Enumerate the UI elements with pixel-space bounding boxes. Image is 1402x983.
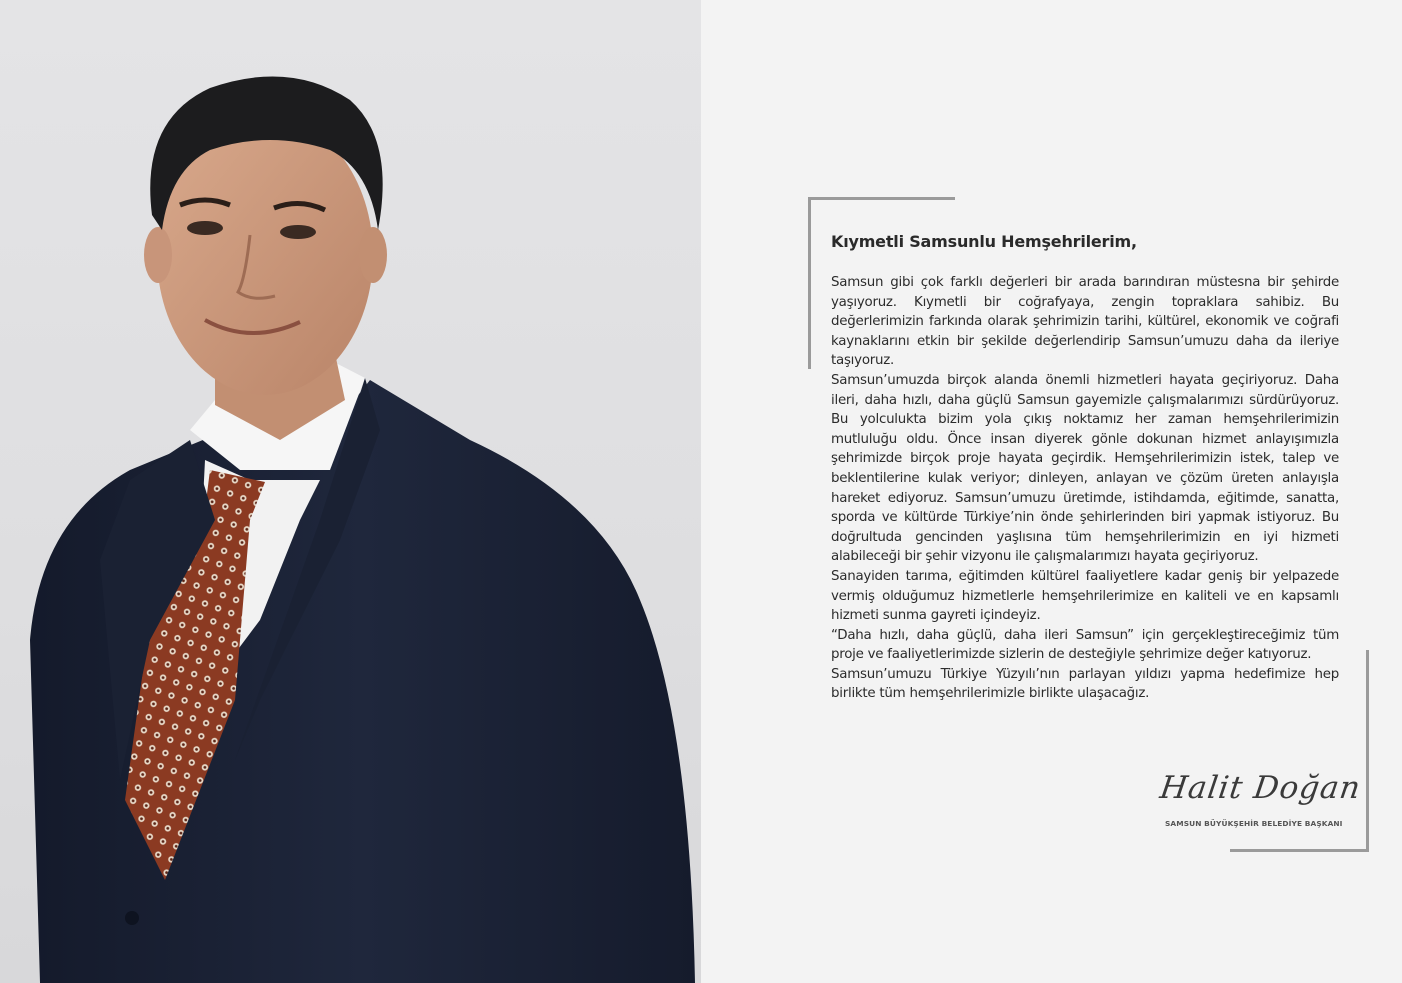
letter-paragraph: Sanayiden tarıma, eğitimden kültürel faaliyetlere kadar geniş bir yelpazede vermiş olduğumuz hizmetlerle hemşehrilerimize en kaliteli ve en kapsamlı hizmeti sunma gayreti içindeyiz. bbox=[831, 568, 1339, 624]
letter-body bbox=[831, 232, 1339, 704]
frame-corner-bottom bbox=[1230, 849, 1369, 852]
letter-paragraph: Samsun’umuzda birçok alanda önemli hizmetleri hayata geçiriyoruz. Daha ileri, daha hızlı, daha güçlü Samsun gayemizle çalışmalarımızı sürdürüyoruz. Bu yolculukta bizim yola çıkış noktamız her zaman hemşehrilerimizin mutluluğu oldu. Önce insan diyerek gönle dokunan hizmet anlayışımızla şehrimizde birçok proje hayata geçirdik. Hemşehrilerimizin istek, talep ve beklentilerine kulak veriyor; dinleyen, anlayan ve çözüm üreten anlayışla hareket ediyoruz. Samsun’umuzu üretimde, istihdamda, eğitimde, sanatta, sporda ve kültürde Türkiye’nin önde şehirlerinden biri yapmak istiyoruz. Bu doğrultuda gencinden yaşlısına tüm hemşehrilerimizin en iyi hizmeti alabileceği bir şehir vizyonu ile çalışmalarımızı hayata geçiriyoruz. bbox=[831, 372, 1339, 565]
letter-paragraph: Samsun’umuzu Türkiye Yüzyılı’nın parlayan yıldızı yapma hedefimize hep birlikte tüm hemşehrilerimizle birlikte ulaşacağız. bbox=[831, 666, 1339, 702]
letter-paragraph: “Daha hızlı, daha güçlü, daha ileri Samsun” için gerçekleştireceğimiz tüm proje ve faaliyetlerimizde sizlerin de desteğiyle şehrimize değer katıyoruz. bbox=[831, 627, 1339, 663]
signature: Halit Doğan bbox=[1157, 770, 1364, 806]
suit-button-icon bbox=[125, 911, 139, 925]
signature-title: SAMSUN BÜYÜKŞEHİR BELEDİYE BAŞKANI bbox=[1165, 819, 1343, 828]
frame-corner-bottom bbox=[1366, 650, 1369, 852]
letter-salutation: Kıymetli Samsunlu Hemşehrilerim, bbox=[831, 232, 1137, 251]
letter-paragraph: Samsun gibi çok farklı değerleri bir arada barındıran müstesna bir şehirde yaşıyoruz. Kıymetli bir coğrafyaya, zengin topraklara sahibiz. Bu değerlerimizin farkında olarak şehrimizin tarihi, kültürel, ekonomik ve coğrafi kaynaklarını etkin bir şekilde değerlendirip Samsun’umuzu daha da ileriye taşıyoruz. bbox=[831, 275, 1339, 369]
frame-corner-top bbox=[808, 197, 955, 200]
frame-corner-top bbox=[808, 197, 811, 369]
